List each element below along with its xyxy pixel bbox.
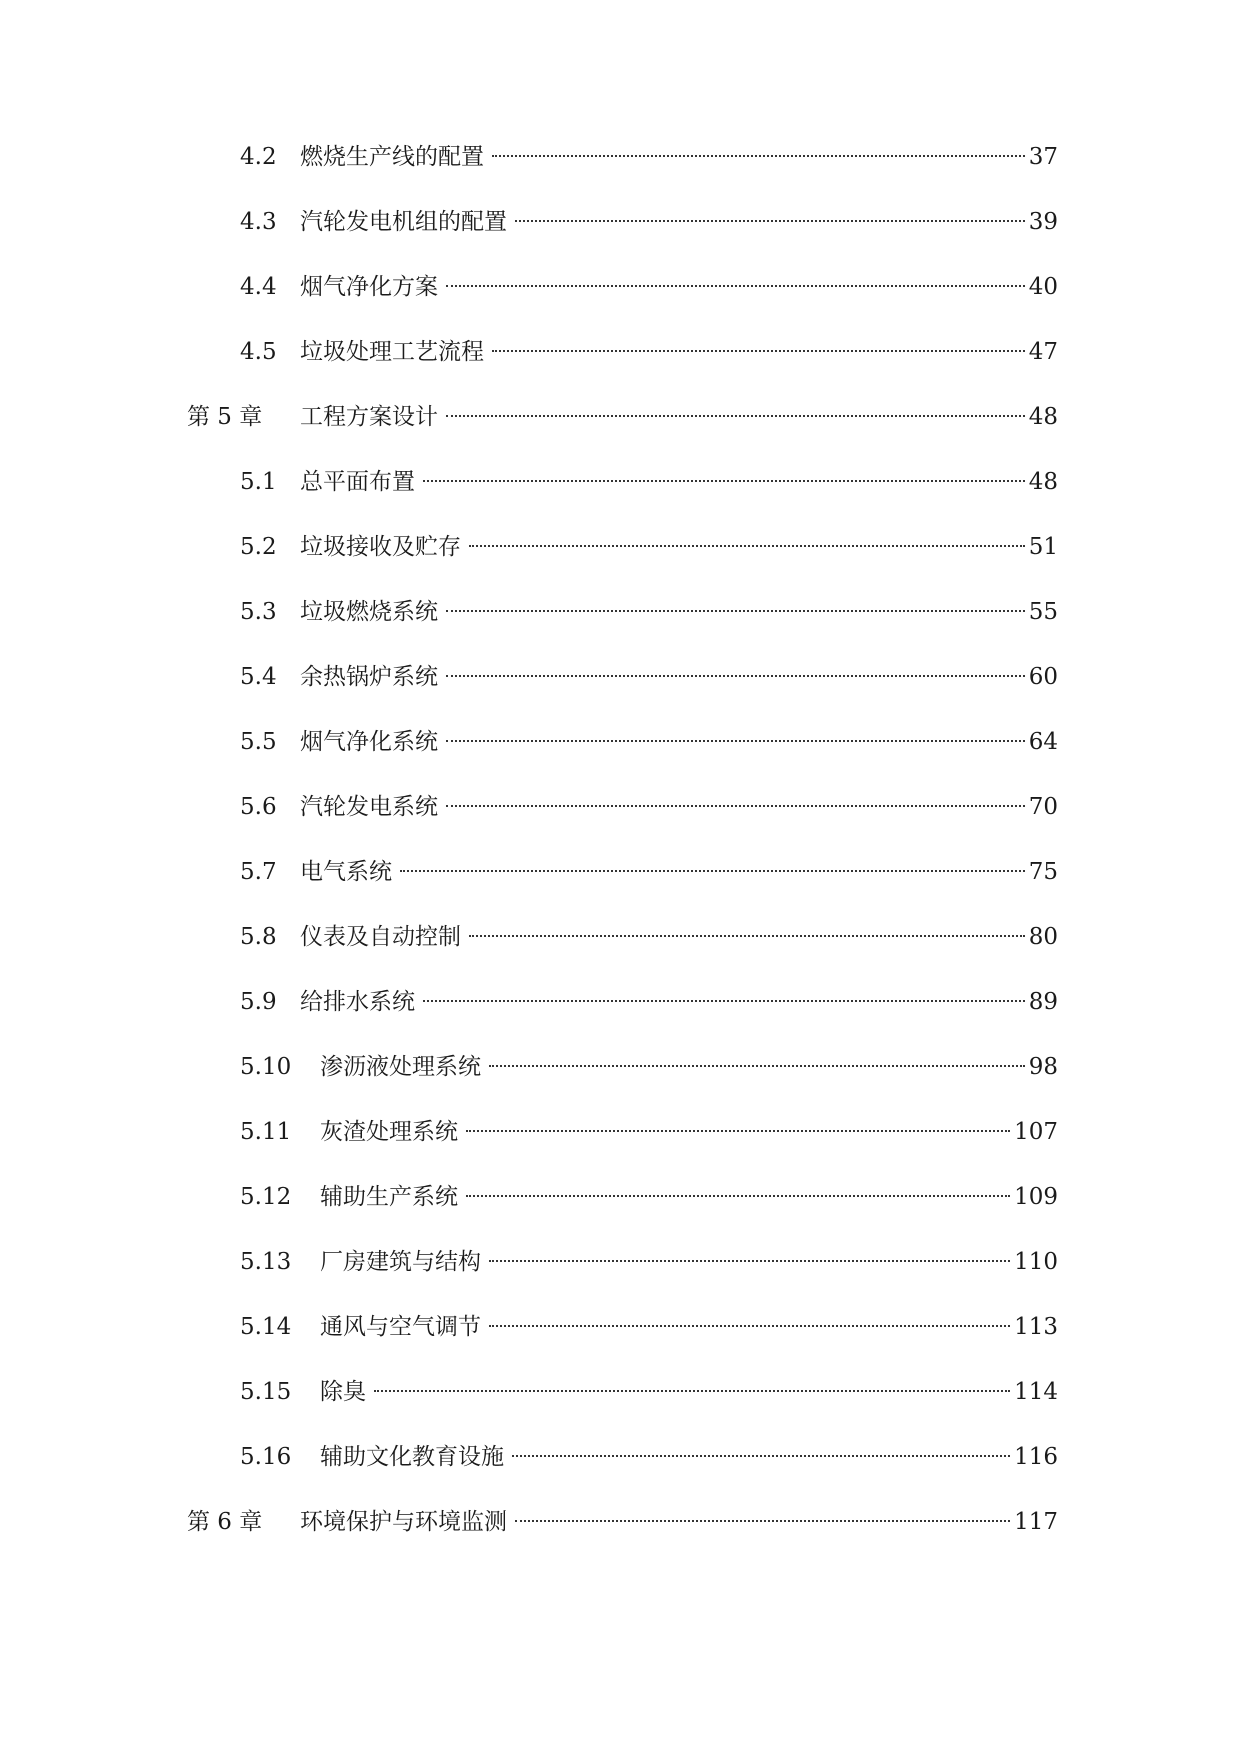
dot-leader (489, 1065, 1025, 1067)
toc-entry-page: 98 (1028, 1054, 1058, 1080)
toc-entry-page: 40 (1028, 274, 1058, 300)
toc-entry-page: 80 (1028, 924, 1058, 950)
dot-leader (489, 1325, 1010, 1327)
toc-entry[interactable] (240, 1309, 1058, 1345)
toc-entry-number: 5.6 (240, 794, 277, 820)
toc-entry-number: 5.1 (240, 469, 277, 495)
dot-leader (446, 610, 1025, 612)
toc-entry-title: 垃圾处理工艺流程 (300, 339, 484, 365)
toc-entry-page: 60 (1028, 664, 1058, 690)
toc-entry-page: 51 (1028, 534, 1058, 560)
toc-entry-title: 总平面布置 (300, 469, 415, 495)
dot-leader (446, 285, 1025, 287)
toc-entry-title: 垃圾燃烧系统 (300, 599, 438, 625)
toc-entry[interactable] (240, 139, 1058, 175)
toc-entry-number: 5.5 (240, 729, 277, 755)
toc-entry[interactable] (240, 659, 1058, 695)
toc-entry-number: 4.4 (240, 274, 277, 300)
toc-entry-page: 75 (1028, 859, 1058, 885)
toc-entry-page: 70 (1028, 794, 1058, 820)
toc-entry-page: 117 (1014, 1509, 1058, 1535)
toc-entry-page: 48 (1028, 404, 1058, 430)
toc-entry-title: 汽轮发电系统 (300, 794, 438, 820)
toc-entry-title: 电气系统 (300, 859, 392, 885)
toc-entry[interactable] (240, 269, 1058, 305)
toc-entry-number: 4.3 (240, 209, 277, 235)
toc-entry-number: 4.5 (240, 339, 277, 365)
toc-entry-title: 汽轮发电机组的配置 (300, 209, 507, 235)
toc-entry[interactable] (240, 1244, 1058, 1280)
toc-entry[interactable] (240, 1179, 1058, 1215)
toc-entry-number: 5.10 (240, 1054, 292, 1080)
toc-entry-title: 烟气净化系统 (300, 729, 438, 755)
toc-entry-number: 第 5 章 (187, 404, 263, 430)
dot-leader (515, 1520, 1010, 1522)
toc-entry-number: 5.2 (240, 534, 277, 560)
toc-entry[interactable] (240, 594, 1058, 630)
toc-entry-number: 4.2 (240, 144, 277, 170)
toc-chapter-entry[interactable] (187, 1504, 1058, 1540)
toc-entry-title: 通风与空气调节 (320, 1314, 481, 1340)
toc-entry[interactable] (240, 854, 1058, 890)
toc-entry[interactable] (240, 919, 1058, 955)
toc-entry-title: 渗沥液处理系统 (320, 1054, 481, 1080)
toc-entry-number: 5.11 (240, 1119, 292, 1145)
toc-entry[interactable] (240, 1049, 1058, 1085)
toc-entry-page: 113 (1014, 1314, 1058, 1340)
toc-entry[interactable] (240, 1439, 1058, 1475)
toc-entry[interactable] (240, 1114, 1058, 1150)
toc-chapter-entry[interactable] (187, 399, 1058, 435)
toc-entry-number: 5.13 (240, 1249, 292, 1275)
toc-entry[interactable] (240, 789, 1058, 825)
toc-entry-number: 5.7 (240, 859, 277, 885)
toc-entry-number: 5.12 (240, 1184, 292, 1210)
toc-entry-page: 55 (1028, 599, 1058, 625)
dot-leader (446, 675, 1025, 677)
dot-leader (423, 1000, 1025, 1002)
toc-entry-title: 垃圾接收及贮存 (300, 534, 461, 560)
dot-leader (423, 480, 1025, 482)
toc-entry[interactable] (240, 464, 1058, 500)
dot-leader (492, 155, 1025, 157)
toc-entry-page: 39 (1028, 209, 1058, 235)
dot-leader (446, 805, 1025, 807)
toc-entry-page: 64 (1028, 729, 1058, 755)
dot-leader (466, 1130, 1010, 1132)
dot-leader (515, 220, 1025, 222)
toc-entry-title: 环境保护与环境监测 (300, 1509, 507, 1535)
toc-entry-title: 厂房建筑与结构 (320, 1249, 481, 1275)
dot-leader (489, 1260, 1010, 1262)
toc-entry[interactable] (240, 334, 1058, 370)
toc-entry[interactable] (240, 1374, 1058, 1410)
dot-leader (466, 1195, 1010, 1197)
toc-entry-page: 107 (1014, 1119, 1058, 1145)
toc-entry-title: 仪表及自动控制 (300, 924, 461, 950)
toc-entry[interactable] (240, 724, 1058, 760)
dot-leader (400, 870, 1025, 872)
toc-entry-title: 除臭 (320, 1379, 366, 1405)
dot-leader (512, 1455, 1010, 1457)
dot-leader (469, 935, 1025, 937)
toc-entry-number: 5.9 (240, 989, 277, 1015)
toc-entry[interactable] (240, 204, 1058, 240)
toc-entry-page: 89 (1028, 989, 1058, 1015)
dot-leader (374, 1390, 1010, 1392)
toc-entry-title: 燃烧生产线的配置 (300, 144, 484, 170)
dot-leader (446, 740, 1025, 742)
dot-leader (469, 545, 1025, 547)
toc-entry-title: 烟气净化方案 (300, 274, 438, 300)
toc-entry-number: 5.15 (240, 1379, 292, 1405)
toc-entry[interactable] (240, 529, 1058, 565)
toc-entry-number: 5.14 (240, 1314, 292, 1340)
toc-entry-title: 辅助生产系统 (320, 1184, 458, 1210)
dot-leader (446, 415, 1025, 417)
toc-entry-page: 110 (1014, 1249, 1058, 1275)
toc-entry-page: 47 (1028, 339, 1058, 365)
toc-entry-number: 5.8 (240, 924, 277, 950)
toc-entry[interactable] (240, 984, 1058, 1020)
toc-entry-page: 48 (1028, 469, 1058, 495)
toc-entry-number: 5.3 (240, 599, 277, 625)
toc-entry-title: 余热锅炉系统 (300, 664, 438, 690)
toc-entry-page: 109 (1014, 1184, 1058, 1210)
toc-entry-number: 第 6 章 (187, 1509, 263, 1535)
toc-entry-page: 37 (1028, 144, 1058, 170)
toc-entry-number: 5.16 (240, 1444, 292, 1470)
toc-entry-title: 工程方案设计 (300, 404, 438, 430)
toc-entry-page: 116 (1014, 1444, 1058, 1470)
toc-entry-number: 5.4 (240, 664, 277, 690)
toc-entry-page: 114 (1014, 1379, 1058, 1405)
dot-leader (492, 350, 1025, 352)
toc-entry-title: 辅助文化教育设施 (320, 1444, 504, 1470)
toc-entry-title: 灰渣处理系统 (320, 1119, 458, 1145)
toc-entry-title: 给排水系统 (300, 989, 415, 1015)
